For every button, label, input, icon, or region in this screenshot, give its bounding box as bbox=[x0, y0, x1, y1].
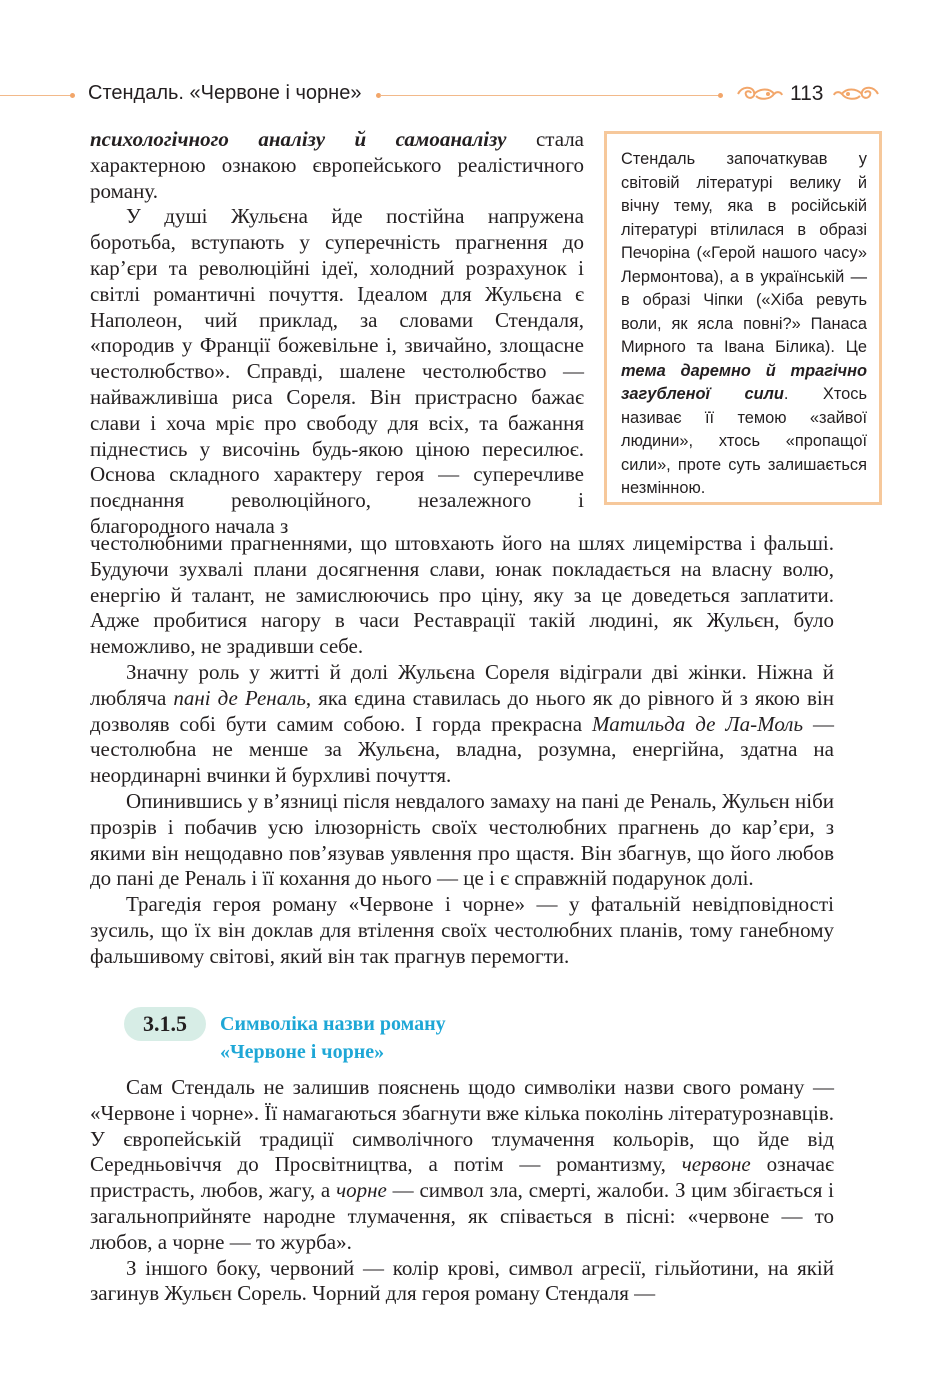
paragraph-2-start: У душі Жульєна йде постійна напружена боротьба, вступають у суперечність прагнення до кар’єри та революційні ідеї, холодний розрахунок і світлі романтичні почуття. Ідеалом для Жульєна є Наполеон, чий приклад, за словами Стендаля, «породив у Франції божевільне і, звичайно, злощасне честолюбство». Справді, шалене честолюбство — найважливіша риса Сореля. Він пристрасно бажає слави і хоча мріє про свободу для всіх, та бажання піднестись у височінь будь-якою ціною пересилює. Основа складного характеру героя — суперечливе поєднання революційного, незалежного і благородного начала з bbox=[90, 204, 584, 538]
paragraph-1-rest: стала характерною ознакою європейського реалістичного роману. bbox=[90, 127, 584, 203]
paragraph-6 bbox=[90, 1075, 834, 1256]
note-text-1: Стендаль започаткував у світовій літературі велику й вічну тему, яка в російській літературі втілилася в образі Печоріна («Герой нашого часу» Лермонтова), а в українській — в образі Чіпки («Хіба ревуть воли, як ясла повні?» Панаса Мирного та Івана Білика). Це bbox=[621, 150, 867, 356]
note-text-2: . Хтось називає її темою «зайвої людини», хтось «пропащої сили», проте суть залишається незмінною. bbox=[621, 385, 867, 497]
p3-italic-1: пані де Реналь bbox=[173, 685, 306, 710]
header-dot-left bbox=[70, 93, 75, 98]
note-bold-term: тема даремно й трагічно загубленої сили bbox=[621, 361, 867, 403]
section-title-line-1: Символіка назви роману bbox=[220, 1013, 446, 1035]
paragraph-5: Трагедія героя роману «Червоне і чорне» — у фатальній невідповідності зусиль, що їх він доклав для втілення своїх честолюбних планів, тому ганебному фальшивому світові, який він так прагнув перемогти. bbox=[90, 892, 834, 968]
header-rule-mid bbox=[380, 95, 720, 96]
section-body-text bbox=[90, 1075, 834, 1307]
paragraph-7: З іншого боку, червоний — колір крові, символ агресії, гільйотини, на якій загинув Жульєн Сорель. Чорний для героя роману Стендаля — bbox=[90, 1255, 834, 1306]
section-title-line-2: «Червоне і чорне» bbox=[220, 1041, 385, 1063]
sidebar-note-box bbox=[604, 131, 882, 505]
p3-part-a: Значну роль у житті й долі Жульєна Сореля відіграли дві жінки. Ніжна й любляча bbox=[90, 659, 834, 710]
ornament-left-icon bbox=[734, 82, 784, 106]
p6-part-a: Сам Стендаль не залишив пояснень щодо символіки назви свого роману — «Червоне і чорне». Її намагаються збагнути вже кілька поколінь літературознавців. У європейській традиції символічного тлумачення кольорів, що йде від Середньовіччя до Просвітництва, а потім — романтизму, bbox=[90, 1075, 834, 1177]
paragraph-4: Опинившись у в’язниці після невдалого замаху на пані де Реналь, Жульєн ніби прозрів і побачив усю ілюзорність своїх честолюбних прагнень до кар’єри, з якими він нещодавно пов’язував уявлення про щастя. Він збагнув, що його любов до пані де Реналь і її кохання до нього — це і є справжній подарунок долі. bbox=[90, 788, 834, 891]
p6-italic-1: червоне bbox=[681, 1152, 751, 1177]
section-number-badge: 3.1.5 bbox=[124, 1007, 206, 1041]
paragraph-3 bbox=[90, 660, 834, 789]
p3-part-b: , яка єдина ставилась до нього як до рівного й з якою він дозволяв собі бути самим собою. І горда прекрасна bbox=[90, 685, 834, 736]
p3-part-c: — честолюбна не менше за Жульєна, владна, розумна, енергійна, здатна на неординарні вчинки й бурхливі почуття. bbox=[90, 711, 835, 788]
paragraph-1 bbox=[90, 127, 584, 204]
ornament-right-icon bbox=[832, 82, 882, 106]
body-text-narrow bbox=[90, 127, 584, 540]
header-dot-right bbox=[718, 93, 723, 98]
running-header-title: Стендаль. «Червоне і чорне» bbox=[88, 82, 362, 104]
paragraph-2-end: честолюбними прагненнями, що штовхають його на шлях лицемірства і фальші. Будуючи зухвалі плани досягнення слави, юнак покладається на власну волю, енергію й талант, не замислюючись про ціну, яку за це доведеться заплатити. Адже пробитися нагору в часи Реставрації такій людині, як Жульєн, було неможливо, не зрадивши себе. bbox=[90, 531, 834, 659]
p6-part-c: — символ зла, смерті, жалоби. З цим збігається і загальноприйняте народне тлумачення, як співається в пісні: «червоне — то любов, а чорне — то журба». bbox=[90, 1178, 834, 1254]
p6-part-b: означає пристрасть, любов, жагу, а bbox=[90, 1152, 834, 1203]
header-rule-left bbox=[0, 95, 72, 96]
p6-italic-2: чорне bbox=[336, 1178, 387, 1203]
section-title bbox=[220, 1010, 540, 1066]
body-text-wide bbox=[90, 531, 834, 970]
p3-italic-2: Матильда де Ла-Моль bbox=[592, 711, 804, 736]
bold-term: психологічного аналізу й самоаналізу bbox=[90, 127, 507, 151]
page-number: 113 bbox=[790, 82, 824, 105]
